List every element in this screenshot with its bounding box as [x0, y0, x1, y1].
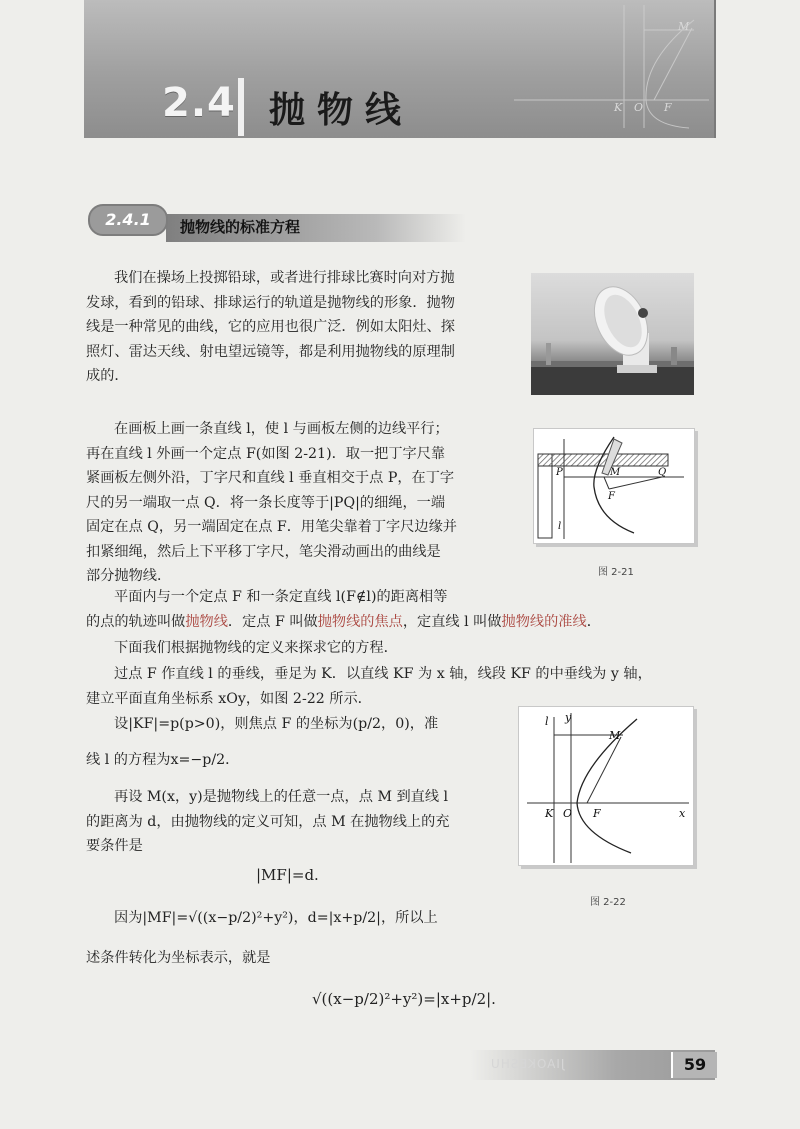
p3-text-a: 的点的轨迹叫做: [86, 613, 186, 630]
figure-2-22-caption: 图 2-22: [590, 897, 626, 908]
p5-line-1: 过点 F 作直线 l 的垂线，垂足为 K．以直线 KF 为 x 轴，线段 KF 的中垂线为 y 轴，: [114, 666, 652, 682]
chapter-number: 2.4: [162, 80, 236, 126]
paragraph-6-line-1: [114, 712, 524, 737]
paragraph-1: [86, 266, 526, 389]
figure-2-22: [518, 706, 694, 866]
fig21-label-q: Q: [658, 467, 667, 478]
p3-text-b: ．定点 F 叫做: [227, 613, 318, 630]
radio-telescope-photo: [531, 273, 694, 395]
fig22-label-y: y: [565, 711, 572, 724]
p8-text-b: ，所以上: [380, 910, 438, 926]
p3-line-1: 平面内与一个定点 F 和一条定直线 l(F∉l)的距离相等: [114, 589, 448, 605]
fig22-label-m: M: [609, 729, 621, 742]
p6-text-a: 设|KF|=p(p>0)，则焦点 F 的坐标为: [114, 716, 353, 732]
header-fig-label-m: M: [678, 20, 690, 33]
directrix-equation: x=−p/2．: [170, 752, 240, 768]
p3-text-c: ，定直线 l 叫做: [402, 613, 502, 630]
p8-text-a: 因为: [114, 910, 143, 926]
p2-line-1: 在画板上画一条直线 l，使 l 与画板左侧的边线平行；: [114, 421, 449, 437]
paragraph-6-line-2: [86, 748, 516, 773]
fig21-label-m: M: [610, 467, 621, 478]
p1-line-2: 发球，看到的铅球、排球运行的轨道是抛物线的形象．抛物: [86, 294, 455, 311]
fig22-label-f: F: [593, 807, 601, 820]
p5-line-2: 建立平面直角坐标系 xOy，如图 2-22 所示．: [86, 690, 372, 707]
header-fig-label-f: F: [664, 101, 672, 114]
paragraph-2: [86, 417, 526, 589]
paragraph-5: [86, 662, 726, 711]
p6-text-b: ，准: [409, 716, 439, 732]
header-parabola-figure: [504, 0, 714, 130]
equation-coordinate-form: √((x−p/2)²+y²)=|x+p/2|.: [312, 990, 496, 1008]
focus-coordinate: (p/2，0): [352, 716, 410, 732]
header-fig-label-o: O: [634, 101, 644, 114]
p6-text-c: 线 l 的方程为: [86, 752, 171, 768]
p7-line-3: 要条件是: [86, 838, 143, 854]
paragraph-4: 下面我们根据抛物线的定义来探求它的方程．: [114, 640, 398, 656]
p2-line-2: 再在直线 l 外画一个定点 F(如图 2-21)．取一把丁字尺靠: [86, 445, 446, 462]
figure-2-21: [533, 428, 695, 544]
fig21-label-p: P: [556, 467, 563, 478]
publisher-mark: JIAOKESHU: [490, 1057, 565, 1071]
paragraph-8: [114, 906, 534, 931]
term-directrix: 抛物线的准线: [501, 613, 587, 630]
figure-2-21-caption: 图 2-21: [598, 567, 634, 578]
p2-line-4: 尺的另一端取一点 Q．将一条长度等于|PQ|的细绳，一端: [86, 494, 446, 511]
equation-mf-equals-d: |MF|=d.: [256, 866, 319, 884]
p2-line-5: 固定在点 Q，另一端固定在点 F．用笔尖靠着丁字尺边缘并: [86, 519, 457, 535]
p7-line-1: 再设 M(x，y)是抛物线上的任意一点，点 M 到直线 l: [114, 789, 449, 805]
paragraph-3: [86, 585, 686, 634]
term-parabola: 抛物线: [185, 613, 228, 630]
p1-line-1: 我们在操场上投掷铅球，或者进行排球比赛时向对方抛: [114, 270, 455, 286]
fig22-label-x: x: [679, 807, 686, 820]
paragraph-7: [86, 785, 516, 859]
header-fig-label-k: K: [614, 101, 623, 114]
p2-line-6: 扣紧细绳，然后上下平移丁字尺，笔尖滑动画出的曲线是: [86, 543, 441, 560]
p1-line-3: 线是一种常见的曲线，它的应用也很广泛．例如太阳灶、探: [86, 319, 455, 335]
distance-expressions: |MF|=√((x−p/2)²+y²)，d=|x+p/2|: [142, 910, 381, 926]
fig21-label-f: F: [608, 491, 615, 502]
p1-line-5: 成的．: [86, 368, 129, 384]
section-heading: [88, 202, 468, 242]
p7-line-2: 的距离为 d，由抛物线的定义可知，点 M 在抛物线上的充: [86, 813, 450, 830]
page-number: 59: [671, 1052, 717, 1078]
p2-line-3: 紧画板左侧外沿，丁字尺和直线 l 垂直相交于点 P，在丁字: [86, 470, 455, 486]
p3-line-2: [86, 610, 686, 635]
section-number: 2.4.1: [88, 204, 168, 236]
chapter-title: 抛物线: [269, 90, 414, 131]
paragraph-9: 述条件转化为坐标表示，就是: [86, 950, 271, 966]
fig22-label-o: O: [563, 807, 573, 820]
header-divider: [238, 78, 244, 136]
fig21-label-l: l: [558, 521, 562, 532]
term-focus: 抛物线的焦点: [317, 613, 403, 630]
p3-text-d: ．: [586, 613, 601, 630]
p2-line-7: 部分抛物线．: [86, 568, 172, 584]
chapter-header: [84, 0, 716, 138]
p1-line-4: 照灯、雷达天线、射电望远镜等，都是利用抛物线的原理制: [86, 343, 455, 360]
fig22-label-l: l: [545, 715, 549, 728]
section-title: 抛物线的标准方程: [180, 218, 301, 236]
fig22-label-k: K: [545, 807, 554, 820]
